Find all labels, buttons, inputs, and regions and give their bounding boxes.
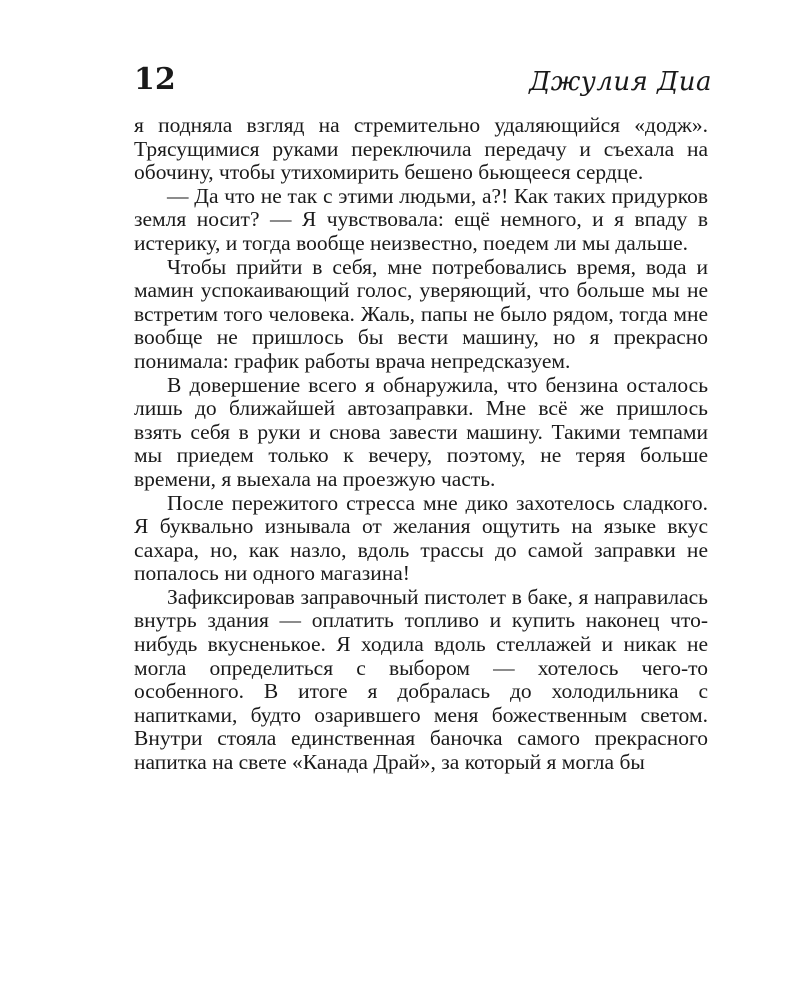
page-number: 12 — [134, 62, 176, 97]
paragraph: В довершение всего я обнаружила, что бензина осталось лишь до ближайшей автозаправки. Мне всё же пришлось взять себя в руки и снова завести машину. Такими темпами мы приедем только к вечеру, поэтому, не теряя больше времени, я выехала на проезжую часть. — [134, 372, 708, 491]
paragraph: я подняла взгляд на стремительно удаляющийся «додж». Трясущимися руками переключила передачу и съехала на обочину, чтобы утихомирить бешено бьющееся сердце. — [134, 113, 708, 185]
paragraph: — Да что не так с этими людьми, а?! Как таких придурков земля носит? — Я чувствовала: ещё немного, и я впаду в истерику, и тогда вообще неизвестно, поедем ли мы дальше. — [134, 183, 708, 255]
paragraph: Зафиксировав заправочный пистолет в баке, я направилась внутрь здания — оплатить топливо и купить наконец что-нибудь вкусненькое. Я ходила вдоль стеллажей и никак не могла определиться с выбором — хотелось чего-то особенного. В итоге я добралась до холодильника с напитками, будто озарившего меня божественным светом. Внутри стояла единственная баночка самого прекрасного напитка на свете «Канада Драй», за который я могла бы — [134, 584, 708, 775]
paragraph: Чтобы прийти в себя, мне потребовались время, вода и мамин успокаивающий голос, уверяющий, что больше мы не встретим того человека. Жаль, папы не было рядом, тогда мне вообще не пришлось бы вести машину, но я прекрасно понимала: график работы врача непредсказуем. — [134, 254, 708, 373]
paragraph: После пережитого стресса мне дико захотелось сладкого. Я буквально изнывала от желания ощутить на языке вкус сахара, но, как назло, вдоль трассы до самой заправки не попалось ни одного магазина! — [134, 490, 708, 586]
body-text — [134, 114, 708, 775]
running-head-author: Джулия Диа — [529, 67, 712, 97]
